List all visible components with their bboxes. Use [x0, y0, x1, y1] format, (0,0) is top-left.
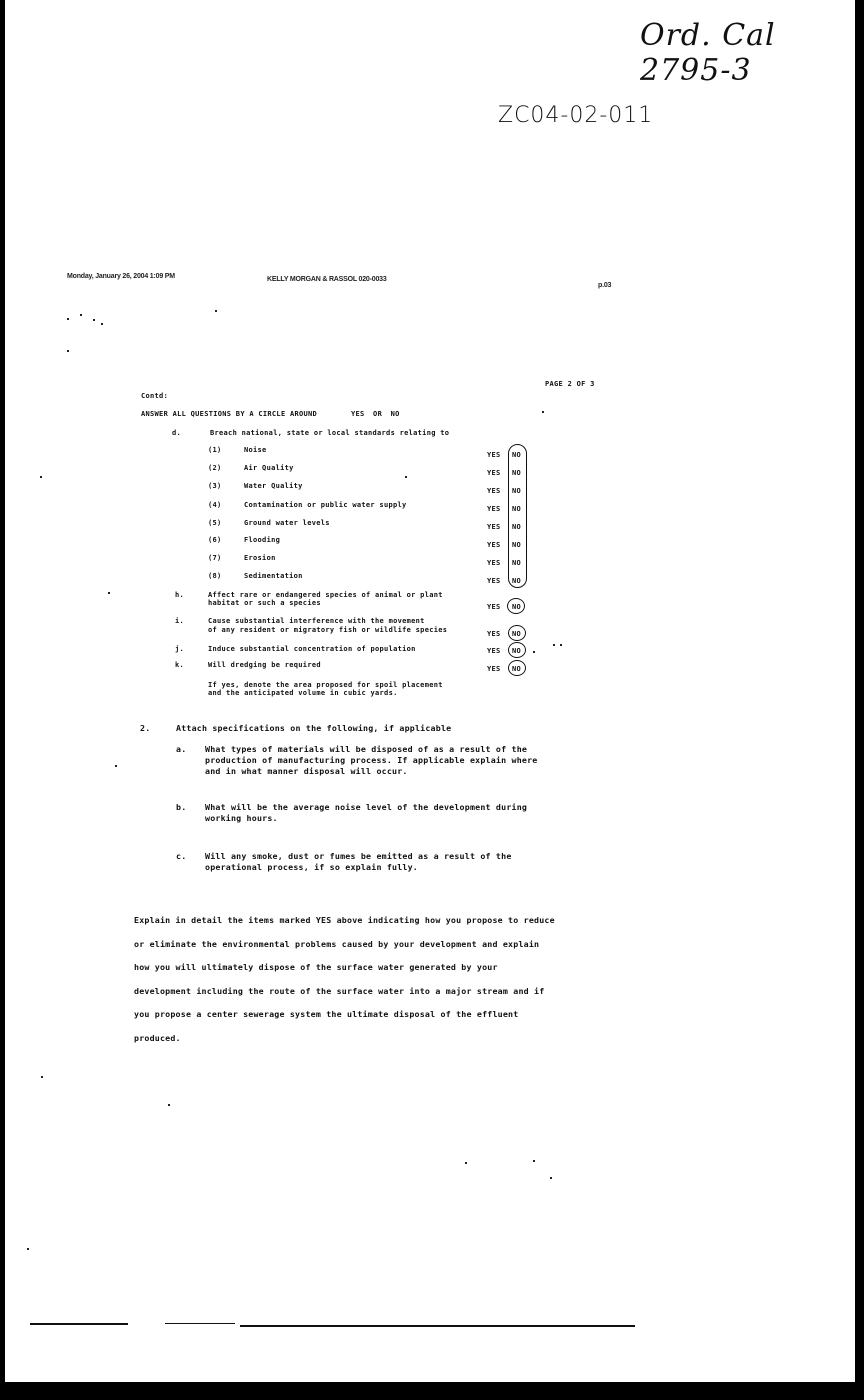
no-answers-circle [508, 444, 527, 588]
subitem-label: Erosion [244, 554, 276, 562]
subitem-num: (8) [208, 572, 222, 580]
scan-speck [27, 1248, 29, 1250]
no-option[interactable]: NO [512, 647, 522, 655]
subitem-num: (7) [208, 554, 222, 562]
subitem-label: Sedimentation [244, 572, 303, 580]
no-option[interactable]: NO [512, 487, 522, 495]
instruction-options: YES OR NO [351, 410, 400, 418]
signature-line [30, 1323, 128, 1325]
item-d-text: Breach national, state or local standards relating to [210, 429, 450, 437]
scan-speck [542, 411, 544, 413]
scan-speck [93, 319, 95, 321]
no-option[interactable]: NO [512, 505, 522, 513]
text-line: development including the route of the surface water into a major stream and if [134, 985, 545, 996]
subitem-label: Ground water levels [244, 519, 330, 527]
no-circle [508, 625, 526, 641]
instruction-text: ANSWER ALL QUESTIONS BY A CIRCLE AROUND [141, 410, 318, 418]
no-circle [508, 642, 526, 658]
no-option[interactable]: NO [512, 469, 522, 477]
document-page [5, 0, 855, 1382]
subitem-label: Flooding [244, 536, 281, 544]
scan-speck [101, 323, 103, 325]
item-k-line1: Will dredging be required [208, 661, 321, 669]
section2-item-c-text [205, 851, 512, 873]
section2-number: 2. [140, 723, 151, 733]
subitem-num: (5) [208, 519, 222, 527]
scan-speck [67, 318, 69, 320]
subitem-label: Contamination or public water supply [244, 501, 407, 509]
scan-speck [115, 765, 117, 767]
item-j-letter: j. [175, 645, 185, 653]
contd-label: Contd: [141, 392, 169, 400]
scan-speck [550, 1177, 552, 1179]
text-line: What will be the average noise level of the development during [205, 802, 528, 812]
yes-option[interactable]: YES [487, 603, 501, 611]
text-line: how you will ultimately dispose of the surface water generated by your [134, 962, 498, 972]
scan-speck [405, 476, 407, 478]
no-option[interactable]: NO [512, 630, 522, 638]
yes-option[interactable]: YES [487, 487, 501, 495]
dredging-note-line2: and the anticipated volume in cubic yards. [208, 689, 398, 697]
section2-item-a-text [205, 744, 538, 777]
item-i-line2: of any resident or migratory fish or wildlife species [208, 626, 448, 634]
signature-line [165, 1323, 235, 1324]
yes-option[interactable]: YES [487, 541, 501, 549]
item-i-letter: i. [175, 617, 185, 625]
item-h-line2: habitat or such a species [208, 599, 321, 607]
subitem-label: Water Quality [244, 482, 303, 490]
no-option[interactable]: NO [512, 559, 522, 567]
section2-item-c-letter: c. [176, 851, 187, 861]
text-line: working hours. [205, 813, 278, 823]
section2-item-b-text [205, 802, 527, 824]
scan-speck [67, 350, 69, 352]
yes-option[interactable]: YES [487, 665, 501, 673]
no-circle [507, 598, 525, 614]
fax-datetime: Monday, January 26, 2004 1:09 PM [67, 273, 175, 280]
yes-option[interactable]: YES [487, 630, 501, 638]
scan-speck [41, 1076, 43, 1078]
section2-item-a-letter: a. [176, 744, 187, 754]
subitem-num: (6) [208, 536, 222, 544]
explain-paragraph [134, 909, 555, 1050]
text-line: or eliminate the environmental problems caused by your development and explain [134, 938, 540, 949]
yes-option[interactable]: YES [487, 559, 501, 567]
scan-speck [108, 592, 110, 594]
handwritten-case-number: ZC04-02-011 [498, 103, 654, 128]
item-h-letter: h. [175, 591, 185, 599]
section2-item-b-letter: b. [176, 802, 187, 812]
no-option[interactable]: NO [512, 577, 522, 585]
subitem-num: (1) [208, 446, 222, 454]
no-circle [508, 660, 526, 676]
scan-speck [215, 310, 217, 312]
scan-speck [465, 1162, 467, 1164]
dredging-note-line1: If yes, denote the area proposed for spoil placement [208, 681, 443, 689]
section2-heading: Attach specifications on the following, if applicable [176, 723, 452, 733]
item-i-line1: Cause substantial interference with the movement [208, 617, 425, 625]
scan-speck [560, 644, 562, 646]
subitem-label: Noise [244, 446, 267, 454]
no-option[interactable]: NO [512, 541, 522, 549]
no-option[interactable]: NO [512, 603, 522, 611]
subitem-num: (4) [208, 501, 222, 509]
text-line: produced. [134, 1032, 181, 1043]
text-line: production of manufacturing process. If applicable explain where [205, 755, 538, 765]
yes-option[interactable]: YES [487, 647, 501, 655]
scan-speck [553, 644, 555, 646]
yes-option[interactable]: YES [487, 505, 501, 513]
fax-sender: KELLY MORGAN & RASSOL 020-0033 [267, 276, 387, 283]
no-option[interactable]: NO [512, 665, 522, 673]
yes-option[interactable]: YES [487, 523, 501, 531]
scan-speck [533, 651, 535, 653]
scan-speck [168, 1104, 170, 1106]
text-line: operational process, if so explain fully. [205, 862, 419, 872]
item-d-letter: d. [172, 429, 182, 437]
scan-speck [40, 476, 42, 478]
text-line: and in what manner disposal will occur. [205, 766, 408, 776]
page-label: PAGE 2 OF 3 [545, 380, 595, 388]
scan-speck [80, 314, 82, 316]
yes-option[interactable]: YES [487, 451, 501, 459]
yes-option[interactable]: YES [487, 469, 501, 477]
subitem-num: (2) [208, 464, 222, 472]
handwritten-ord-cal: Ord. Cal 2795-3 [640, 18, 776, 88]
subitem-label: Air Quality [244, 464, 294, 472]
signature-line [240, 1325, 635, 1327]
text-line: Explain in detail the items marked YES above indicating how you propose to reduce [134, 915, 555, 925]
yes-option[interactable]: YES [487, 577, 501, 585]
subitem-num: (3) [208, 482, 222, 490]
item-h-line1: Affect rare or endangered species of animal or plant [208, 591, 443, 599]
text-line: you propose a center sewerage system the ultimate disposal of the effluent [134, 1009, 519, 1019]
no-option[interactable]: NO [512, 451, 522, 459]
no-option[interactable]: NO [512, 523, 522, 531]
fax-page-marker: p.03 [598, 282, 612, 289]
item-j-line1: Induce substantial concentration of population [208, 645, 416, 653]
item-k-letter: k. [175, 661, 185, 669]
scan-speck [533, 1160, 535, 1162]
text-line: Will any smoke, dust or fumes be emitted as a result of the [205, 851, 512, 861]
text-line: What types of materials will be disposed of as a result of the [205, 744, 528, 754]
